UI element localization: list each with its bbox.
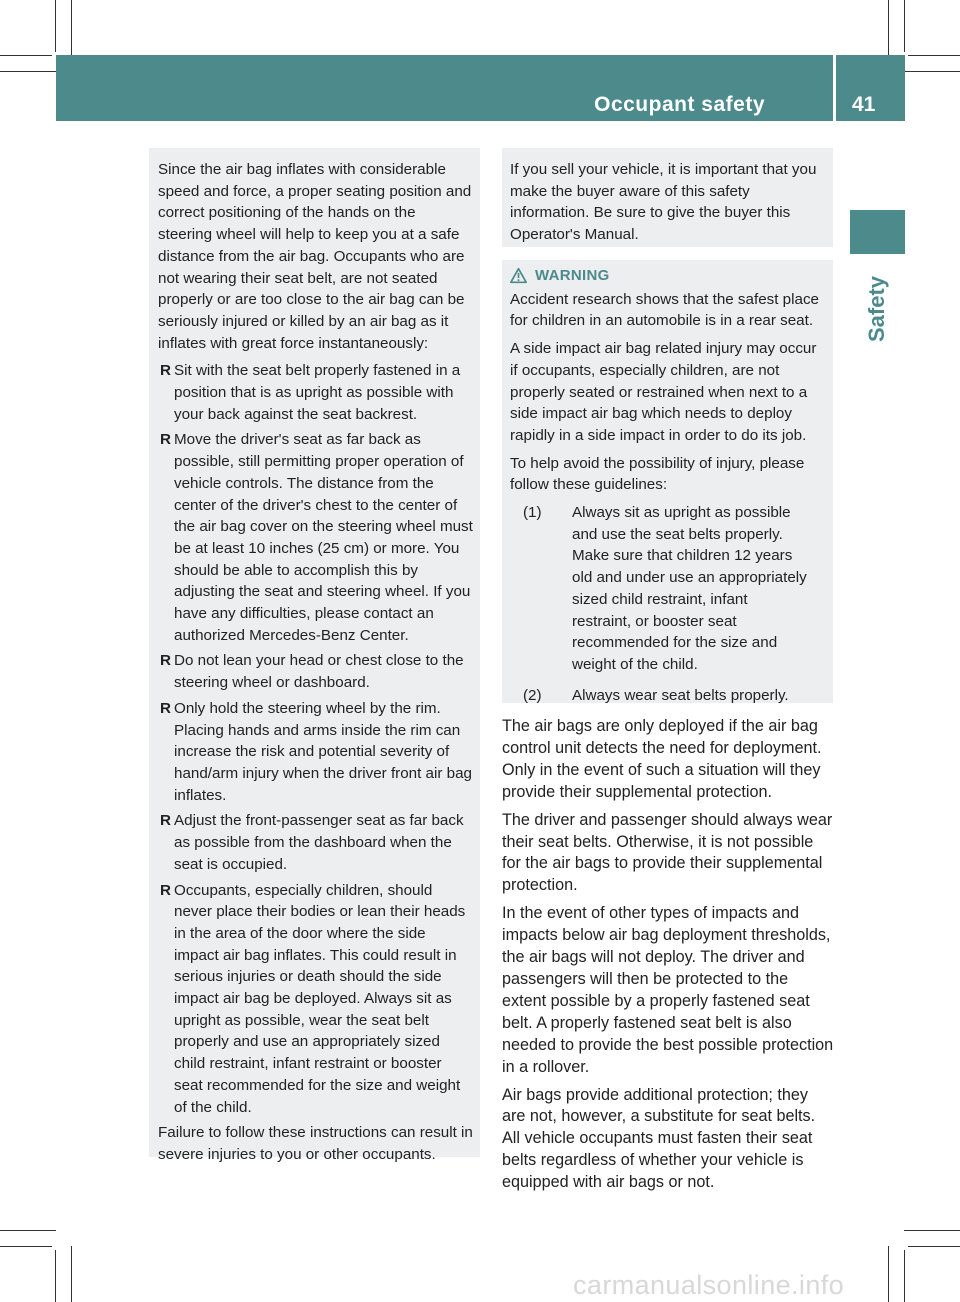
warning-paragraph: A side impact air bag related injury may occur if occupants, especially children, are not properly seated or restrained when next to a side impact air bag which needs to deploy rapidly in a side impact in order to do its job. [510,340,817,444]
list-item: R Adjust the front-passenger seat as far back as possible from the dashboard when the seat is occupied. [160,812,464,873]
body-paragraph: The driver and passenger should always wear their seat belts. Otherwise, it is not possible for the air bags to provide their supplemental protection. [502,810,833,895]
warning-box [502,260,833,703]
guideline-item [510,502,827,676]
list-item: R Do not lean your head or chest close to the steering wheel or dashboard. [160,652,464,692]
bullet-icon: R [160,431,171,449]
header-divider [833,55,836,121]
outro-paragraph: Failure to follow these instructions can result in severe injuries to you or other occupants. [158,1124,473,1163]
guideline-text: Always sit as upright as possible and use the seat belts properly. Make sure that children 12 years old and under use an appropriately sized child restraint, infant restraint, or booster seat recommended for the size and weight of the child. [572,504,807,673]
crop-mark [71,0,72,56]
crop-mark [904,0,905,52]
warning-paragraph: Accident research shows that the safest place for children in an automobile is in a rear seat. [510,290,819,330]
section-tab-marker [850,210,905,254]
crop-mark [908,1246,960,1247]
bullet-list [158,360,473,1118]
warning-header [510,265,827,287]
list-item: R Move the driver's seat as far back as possible, still permitting proper operation of vehicle controls. The distance from the center of the driver's chest to the center of the air bag cover on the steering wheel must be at least 10 inches (25 cm) or more. You should be able to accomplish this by adjusting the seat and steering wheel. If you have any difficulties, please contact an authorized Mercedes-Benz Center. [160,431,473,644]
body-paragraph: The air bags are only deployed if the air bag control unit detects the need for deployment. Only in the event of such a situation will they provide their supplemental protection. [502,717,822,801]
crop-mark [904,71,960,72]
bullet-icon: R [160,652,171,670]
page-header [56,55,905,121]
guideline-item [510,685,827,707]
crop-mark [888,0,889,56]
crop-mark [0,71,56,72]
watermark: carmanualsonline.info [573,1270,845,1300]
warning-paragraph: To help avoid the possibility of injury, please follow these guidelines: [510,454,805,494]
warning-triangle-icon [510,267,527,284]
airbag-positioning-box [149,148,480,1163]
page-title: Occupant safety [594,93,765,116]
crop-mark [908,55,960,56]
body-text [502,716,835,1200]
bullet-icon: R [160,362,171,380]
crop-mark [55,1250,56,1302]
info-text: If you sell your vehicle, it is important that you make the buyer aware of this safety information. Be sure to give the buyer this Operator's Manual. [510,161,817,244]
guideline-text: Always wear seat belts properly. [572,686,789,704]
crop-mark [0,1246,52,1247]
bullet-icon: R [160,699,171,717]
list-item: R Sit with the seat belt properly fastened in a position that is as upright as possible with your back against the seat backrest. [160,362,461,423]
body-paragraph: In the event of other types of impacts and impacts below air bag deployment thresholds, the air bags will not deploy. The driver and passengers will then be protected to the extent possible by a properly fastened seat belt. A properly fastened seat belt is also needed to provide the best possible protection in a rollover. [502,904,834,1076]
crop-mark [0,1230,56,1231]
guideline-number: (1) [523,504,542,522]
body-paragraph: Air bags provide additional protection; they are not, however, a substitute for seat belts. All vehicle occupants must fasten their seat belts regardless of whether your vehicle is equipped with air bags or not. [502,1085,816,1192]
crop-mark [904,1230,960,1231]
bullet-icon: R [160,812,171,830]
warning-label: WARNING [535,267,610,284]
guideline-number: (2) [523,686,542,704]
page-number: 41 [852,93,876,116]
resale-info-box [502,148,833,247]
list-item: R Occupants, especially children, should never place their bodies or lean their heads in the area of the door where the side impact air bag inflates. This could result in serious injuries or death should the side impact air bag be deployed. Always sit as upright as possible, wear the seat belt properly and use an appropriately sized child restraint, infant restraint or booster seat recommended for the size and weight of the child. [160,881,466,1116]
list-item: R Only hold the steering wheel by the rim. Placing hands and arms inside the rim can increase the risk and potential severity of hand/arm injury when the driver front air bag inflates. [160,699,472,804]
bullet-icon: R [160,881,171,899]
guideline-list [510,502,827,706]
crop-mark [71,1246,72,1302]
intro-paragraph: Since the air bag inflates with considerable speed and force, a proper seating position and correct positioning of the hands on the steering wheel will help to keep you at a safe distance from the air bag. Occupants who are not wearing their seat belt, are not seated properly or are too close to the air bag can be seriously injured or killed by an air bag as it inflates with great force instantaneously: [158,161,472,352]
crop-mark [0,55,52,56]
section-tab-label: Safety [864,275,889,342]
crop-mark [55,0,56,52]
